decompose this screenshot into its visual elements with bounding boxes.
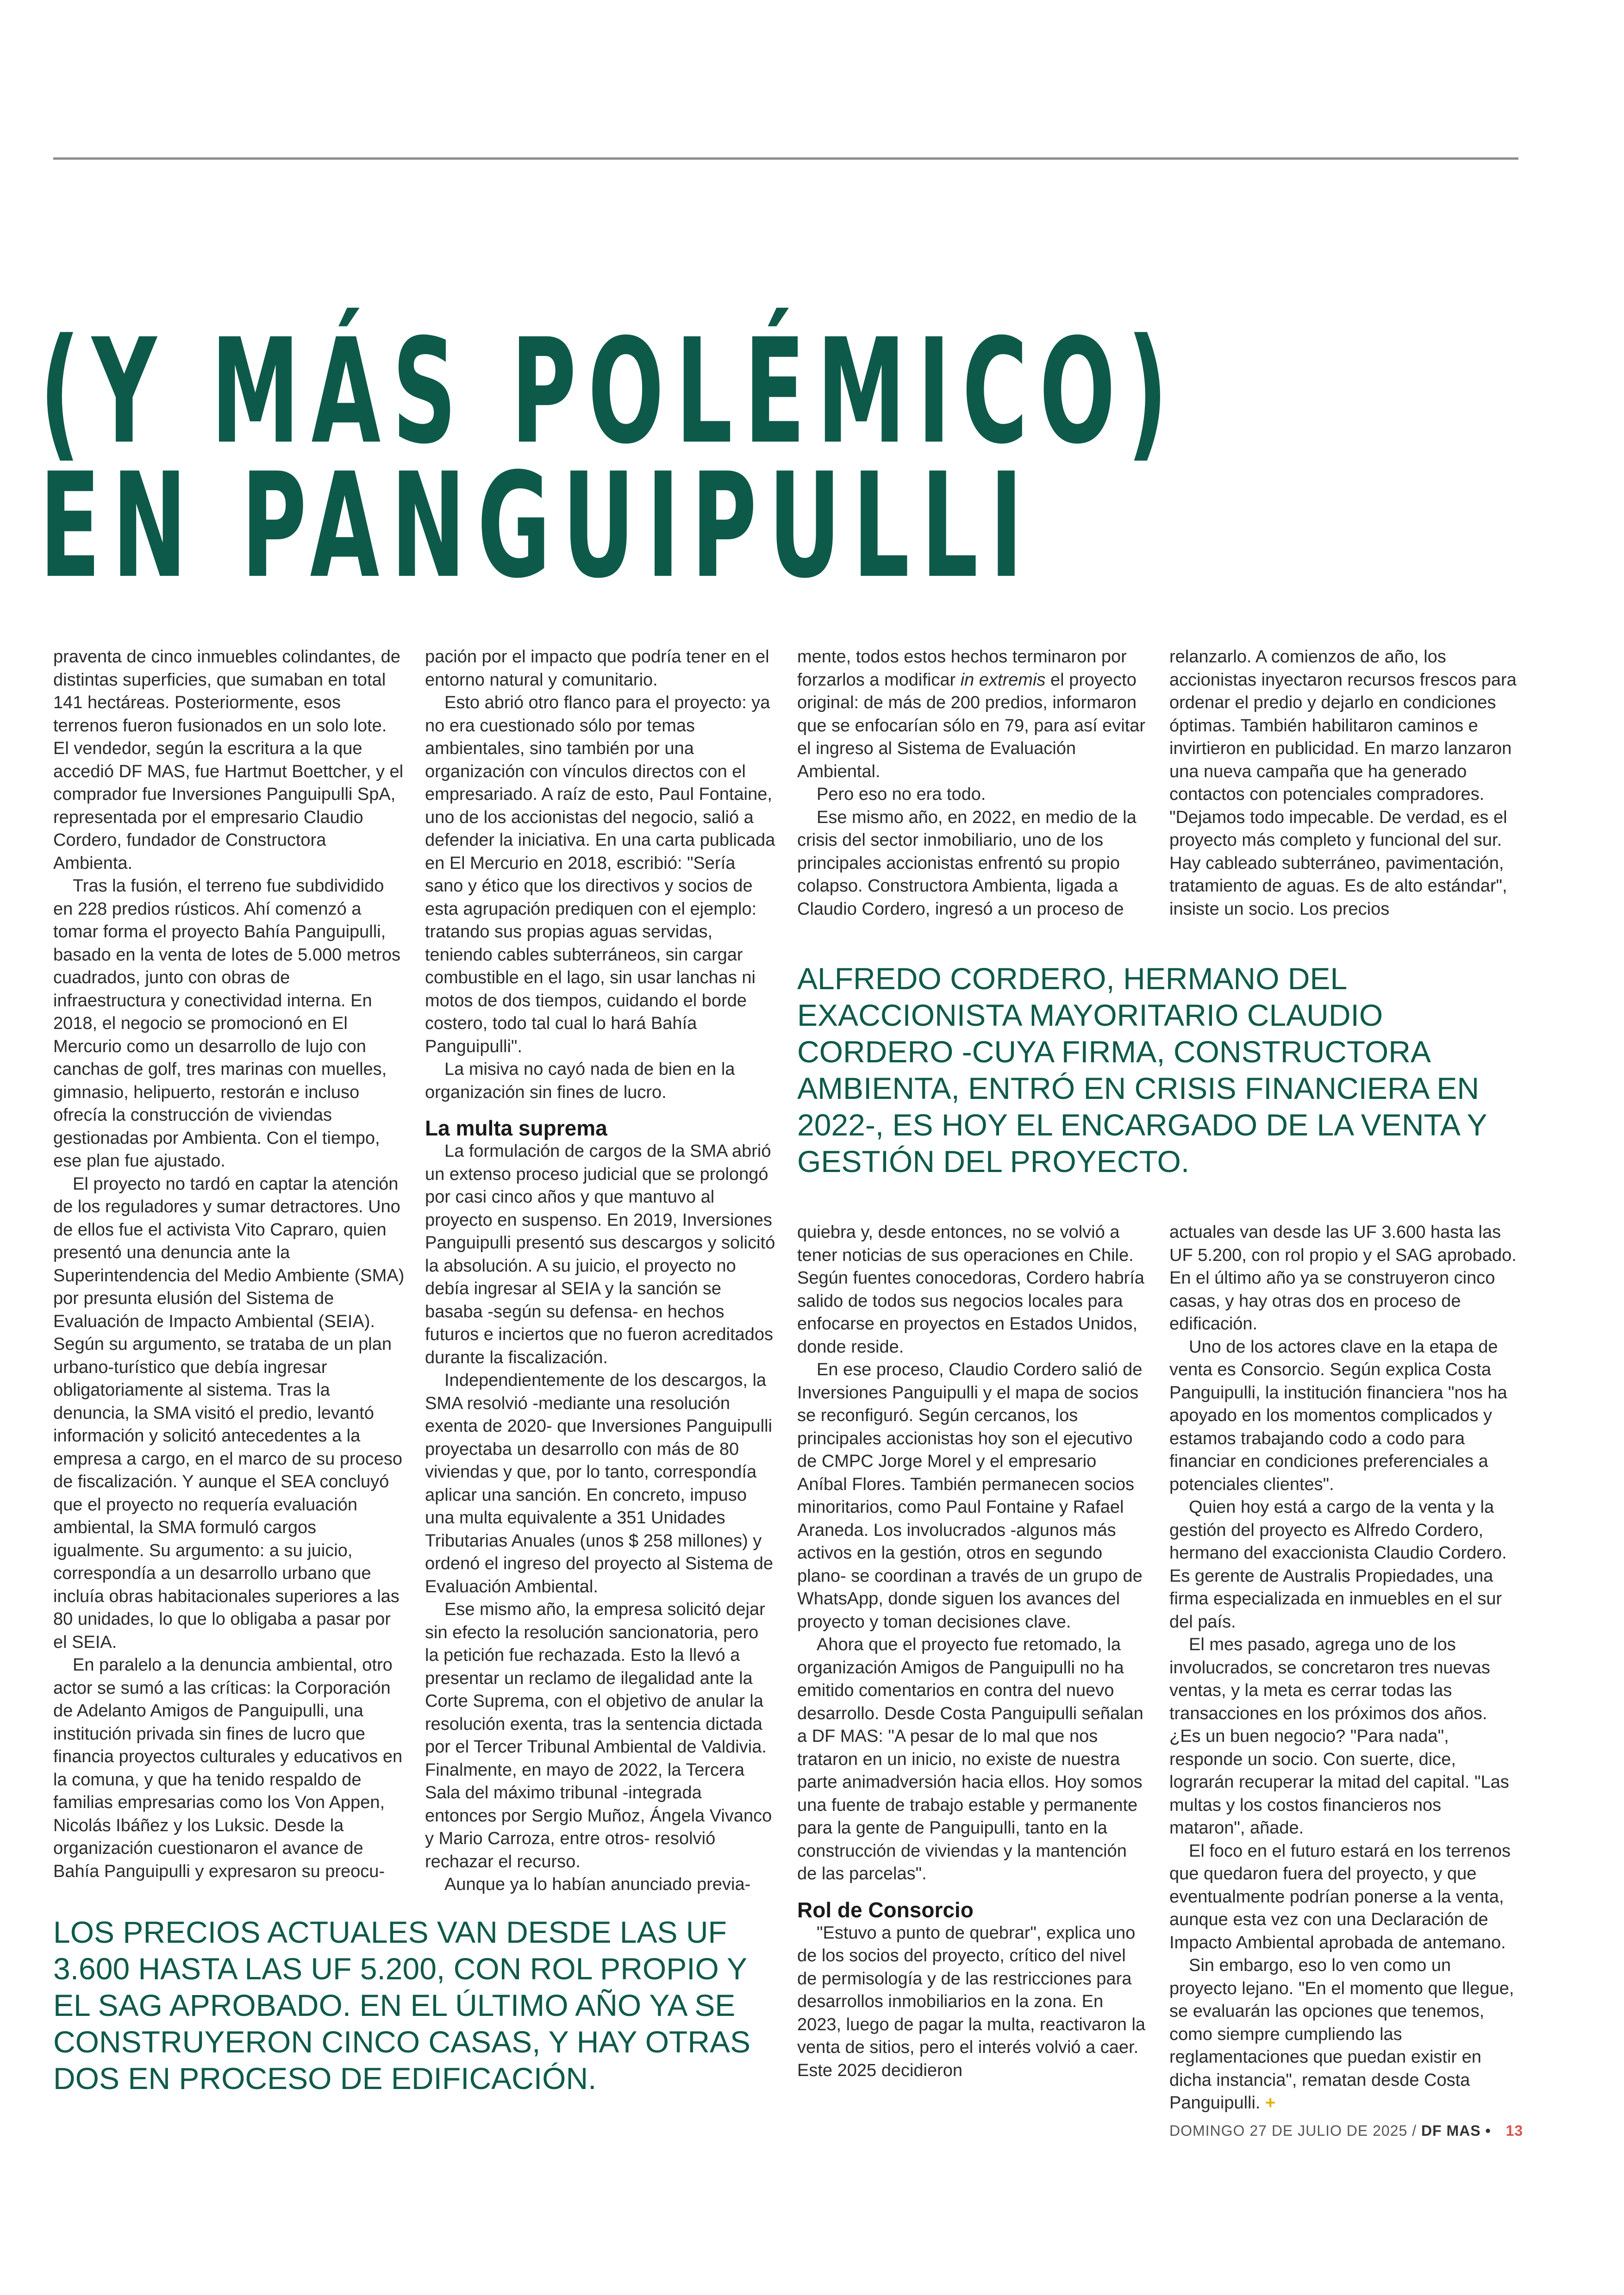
page-footer [1169,2122,1523,2139]
paragraph: Tras la fusión, el terreno fue subdividido en 228 predios rústicos. Ahí comenzó a tomar forma el proyecto Bahía Panguipulli, basado en la venta de lotes de 5.000 metros cuadrados, junto con obras de infraestructura y conectividad interna. En 2018, el negocio se promocionó en El Mercurio como un desarrollo de lujo con canchas de golf, tres marinas con muelles, gimnasio, helipuerto, restorán e incluso ofrecía la construcción de viviendas gestionadas por Ambienta. Con el tiempo, ese plan fue ajustado. [53,876,400,1171]
paragraph: Independientemente de los descargos, la SMA resolvió -mediante una resolución exenta de 2020- que Inversiones Panguipulli proyectaba un desarrollo con más de 80 viviendas y que, por lo tanto, correspondía aplicar una sanción. En concreto, impuso una multa equivalente a 351 Unidades Tributarias Anuales (unos $ 258 millones) y ordenó el ingreso del proyecto al Sistema de Evaluación Ambiental. [425,1371,774,1597]
paragraph: pación por el impacto que podría tener en el entorno natural y comunitario. [425,647,769,690]
paragraph: Uno de los actores clave en la etapa de venta es Consorcio. Según explica Costa Panguipulli, la institución financiera "nos ha apoyado en los momentos complicados y estamos trabajando codo a codo para financiar en condiciones preferenciales a potenciales clientes". [1169,1337,1507,1494]
paragraph: Ese mismo año, en 2022, en medio de la crisis del sector inmobiliario, uno de los principales accionistas enfrentó su propio colapso. Constructora Ambienta, ligada a Claudio Cordero, ingresó a un proceso de [797,807,1137,919]
paragraph: "Estuvo a punto de quebrar", explica uno de los socios del proyecto, crítico del nivel de permisología y de las restricciones para desarrollos inmobiliarios en la zona. En 2023, luego de pagar la multa, reactivaron la venta de sitios, pero el interés volvió a caer. Este 2025 decidieron [797,1923,1146,2080]
paragraph: actuales van desde las UF 3.600 hasta las UF 5.200, con rol propio y el SAG aprobado. En el último año ya se construyeron cinco casas, y hay otras dos en proceso de edificación. [1169,1222,1517,1334]
paragraph [797,646,1149,783]
article-column-4-top [1169,646,1521,921]
end-of-article-mark: + [1265,2093,1276,2113]
article-column-3-top [797,646,1149,921]
article-column-3-bottom [797,1221,1149,2082]
paragraph: En ese proceso, Claudio Cordero salió de Inversiones Panguipulli y el mapa de socios se reconfiguró. Según cercanos, los principales accionistas hoy son el ejecutivo de CMPC Jorge Morel y el empresario Aníbal Flores. También permanecen socios minoritarios, como Paul Fontaine y Rafael Araneda. Los involucrados -algunos más activos en la gestión, otros en segundo plano- se coordinan a través de un grupo de WhatsApp, donde siguen los avances del proyecto y toman decisiones clave. [797,1360,1143,1632]
paragraph: Pero eso no era todo. [817,785,986,804]
emphasis-in-extremis: in extremis [960,670,1046,690]
paragraph: Esto abrió otro flanco para el proyecto: ya no era cuestionado sólo por temas ambientales, sino también por una organización con vínculos directos con el empresariado. A raíz de esto, Paul Fontaine, uno de los accionistas del negocio, salió a defender la iniciativa. En una carta publicada en El Mercurio en 2018, escribió: "Sería sano y ético que los directivos y socios de esta agrupación prediquen con el ejemplo: tratando sus propias aguas servidas, teniendo cables subterráneos, sin cargar combustible en el lago, sin usar lanchas ni motos de dos tiempos, cuidando el borde costero, todo tal cual lo hará Bahía Panguipulli". [425,693,775,1056]
paragraph: Quien hoy está a cargo de la venta y la gestión del proyecto es Alfredo Cordero, hermano del exaccionista Claudio Cordero. Es gerente de Australis Propiedades, una firma especializada en inmuebles en el sur del país. [1169,1497,1507,1632]
paragraph: El foco en el futuro estará en los terrenos que quedaron fuera del proyecto, y que eventualmente podrían ponerse a la venta, aunque esta vez con una Declaración de Impacto Ambiental aprobada de antemano. [1169,1841,1511,1952]
page-number: 13 [1505,2122,1524,2139]
text-run: el proyecto original: de más de 200 predios, informaron que se enfocarían sólo en 79, para así evitar el ingreso al Sistema de Evaluación Ambiental. [797,670,1146,781]
footer-brand: DF MAS • [1421,2122,1491,2139]
paragraph: El proyecto no tardó en captar la atención de los reguladores y sumar detractores. Uno de ellos fue el activista Vito Capraro, quien presentó una denuncia ante la Superintendencia del Medio Ambiente (SMA) por presunta elusión del Sistema de Evaluación de Impacto Ambiental (SEIA). Según su argumento, se trataba de un plan urbano-turístico que debía ingresar obligatoriamente al sistema. Tras la denuncia, la SMA visitó el predio, levantó información y solicitó antecedentes a la empresa a cargo, en el marco de su proceso de fiscalización. Y aunque el SEA concluyó que el proyecto no requería evaluación ambiental, la SMA formuló cargos igualmente. Su argumento: a su juicio, correspondía a un desarrollo urbano que incluía obras habitacionales superiores a las 80 unidades, lo que lo obligaba a pasar por el SEIA. [53,1174,405,1652]
paragraph: relanzarlo. A comienzos de año, los accionistas inyectaron recursos frescos para ordenar el predio y dejarlo en condiciones óptimas. También habilitaron caminos e invirtieron en publicidad. En marzo lanzaron una nueva campaña que ha generado contactos con potenciales compradores. "Dejamos todo impecable. De verdad, es el proyecto más completo y funcional del sur. Hay cableado subterráneo, pavimentación, tratamiento de aguas. Es de alto estándar", insiste un socio. Los precios [1169,647,1517,919]
article-column-1 [53,646,405,1883]
text-run: mente, todos estos hechos terminaron por forzarlos a modificar [797,647,1127,690]
paragraph: praventa de cinco inmuebles colindantes, de distintas superficies, que sumaban en total 141 hectáreas. Posteriormente, esos terrenos fueron fusionados en un solo lote. El vendedor, según la escritura a la que accedió DF MAS, fue Hartmut Boettcher, y el comprador fue Inversiones Panguipulli SpA, representada por el empresario Claudio Cordero, fundador de Constructora Ambienta. [53,647,404,873]
paragraph: Ahora que el proyecto fue retomado, la organización Amigos de Panguipulli no ha emitido comentarios en contra del nuevo desarrollo. Desde Costa Panguipulli señalan a DF MAS: "A pesar de lo mal que nos trataron en un inicio, no existe de nuestra parte animadversión hacia ellos. Hoy somos una fuente de trabajo estable y permanente para la gente de Panguipulli, tanto en la construcción de viviendas y la mantención de las parcelas". [797,1635,1143,1883]
article-column-4-bottom [1169,1221,1521,2115]
paragraph: Ese mismo año, la empresa solicitó dejar sin efecto la resolución sancionatoria, pero la petición fue rechazada. Esto la llevó a presentar un reclamo de ilegalidad ante la Corte Suprema, con el objetivo de anular la resolución exenta, tras la sentencia dictada por el Tercer Tribunal Ambiental de Valdivia. Finalmente, en mayo de 2022, la Tercera Sala del máximo tribunal -integrada entonces por Sergio Muñoz, Ángela Vivanco y Mario Carroza, entre otros- resolvió rechazar el recurso. [425,1600,772,1871]
paragraph: En paralelo a la denuncia ambiental, otro actor se sumó a las críticas: la Corporación de Adelanto Amigos de Panguipulli, una institución privada sin fines de lucro que financia proyectos culturales y educativos en la comuna, y que ha tenido respaldo de familias empresarias como los Von Appen, Nicolás Ibáñez y los Luksic. Desde la organización cuestionaron el avance de Bahía Panguipulli y expresaron su preocu- [53,1655,403,1881]
footer-date: DOMINGO 27 DE JULIO DE 2025 / [1169,2122,1417,2139]
subheading-multa-suprema: La multa suprema [425,1116,607,1140]
headline-line-1: (Y MÁS POLÉMICO) [39,307,1180,476]
top-rule [53,157,1518,160]
paragraph: quiebra y, desde entonces, no se volvió a tener noticias de sus operaciones en Chile. Según fuentes conocedoras, Cordero habría salido de todos sus negocios locales para enfocarse en proyectos en Estados Unidos, donde reside. [797,1222,1144,1357]
pull-quote-alfredo-cordero: ALFREDO CORDERO, HERMANO DEL EXACCIONISTA MAYORITARIO CLAUDIO CORDERO -CUYA FIRMA, CONSTRUCTORA AMBIENTA, ENTRÓ EN CRISIS FINANCIERA EN 2022-, ES HOY EL ENCARGADO DE LA VENTA Y GESTIÓN DEL PROYECTO. [797,961,1487,1179]
pull-quote-precios: LOS PRECIOS ACTUALES VAN DESDE LAS UF 3.600 HASTA LAS UF 5.200, CON ROL PROPIO Y EL SAG APROBADO. EN EL ÚLTIMO AÑO YA SE CONSTRUYERON CINCO CASAS, Y HAY OTRAS DOS EN PROCESO DE EDIFICACIÓN. [53,1915,751,2095]
headline-line-2: EN PANGUIPULLI [39,442,1035,610]
article-column-2 [425,646,777,1896]
text-run: Sin embargo, eso lo ven como un proyecto lejano. "En el momento que llegue, se evaluarán las opciones que tenemos, como siempre cumpliendo las reglamentaciones que puedan existir en dicha instancia", rematan desde Costa Panguipulli. [1169,1956,1514,2113]
paragraph: La formulación de cargos de la SMA abrió un extenso proceso judicial que se prolongó por casi cinco años y que mantuvo al proyecto en suspenso. En 2019, Inversiones Panguipulli presentó sus descargos y solicitó la absolución. A su juicio, el proyecto no debía ingresar al SEIA y la sanción se basaba -según su defensa- en hechos futuros e inciertos que no fueron acreditados durante la fiscalización. [425,1141,775,1367]
paragraph: El mes pasado, agrega uno de los involucrados, se concretaron tres nuevas ventas, y la meta es cerrar todas las transacciones en los próximos dos años. ¿Es un buen negocio? "Para nada", responde un socio. Con suerte, dice, lograrán recuperar la mitad del capital. "Las multas y los costos financieros nos mataron", añade. [1169,1635,1509,1838]
subheading-rol-de-consorcio: Rol de Consorcio [797,1897,974,1922]
paragraph: Aunque ya lo habían anunciado previa- [444,1875,751,1894]
paragraph: La misiva no cayó nada de bien en la organización sin fines de lucro. [425,1060,735,1102]
paragraph [1169,1954,1521,2115]
